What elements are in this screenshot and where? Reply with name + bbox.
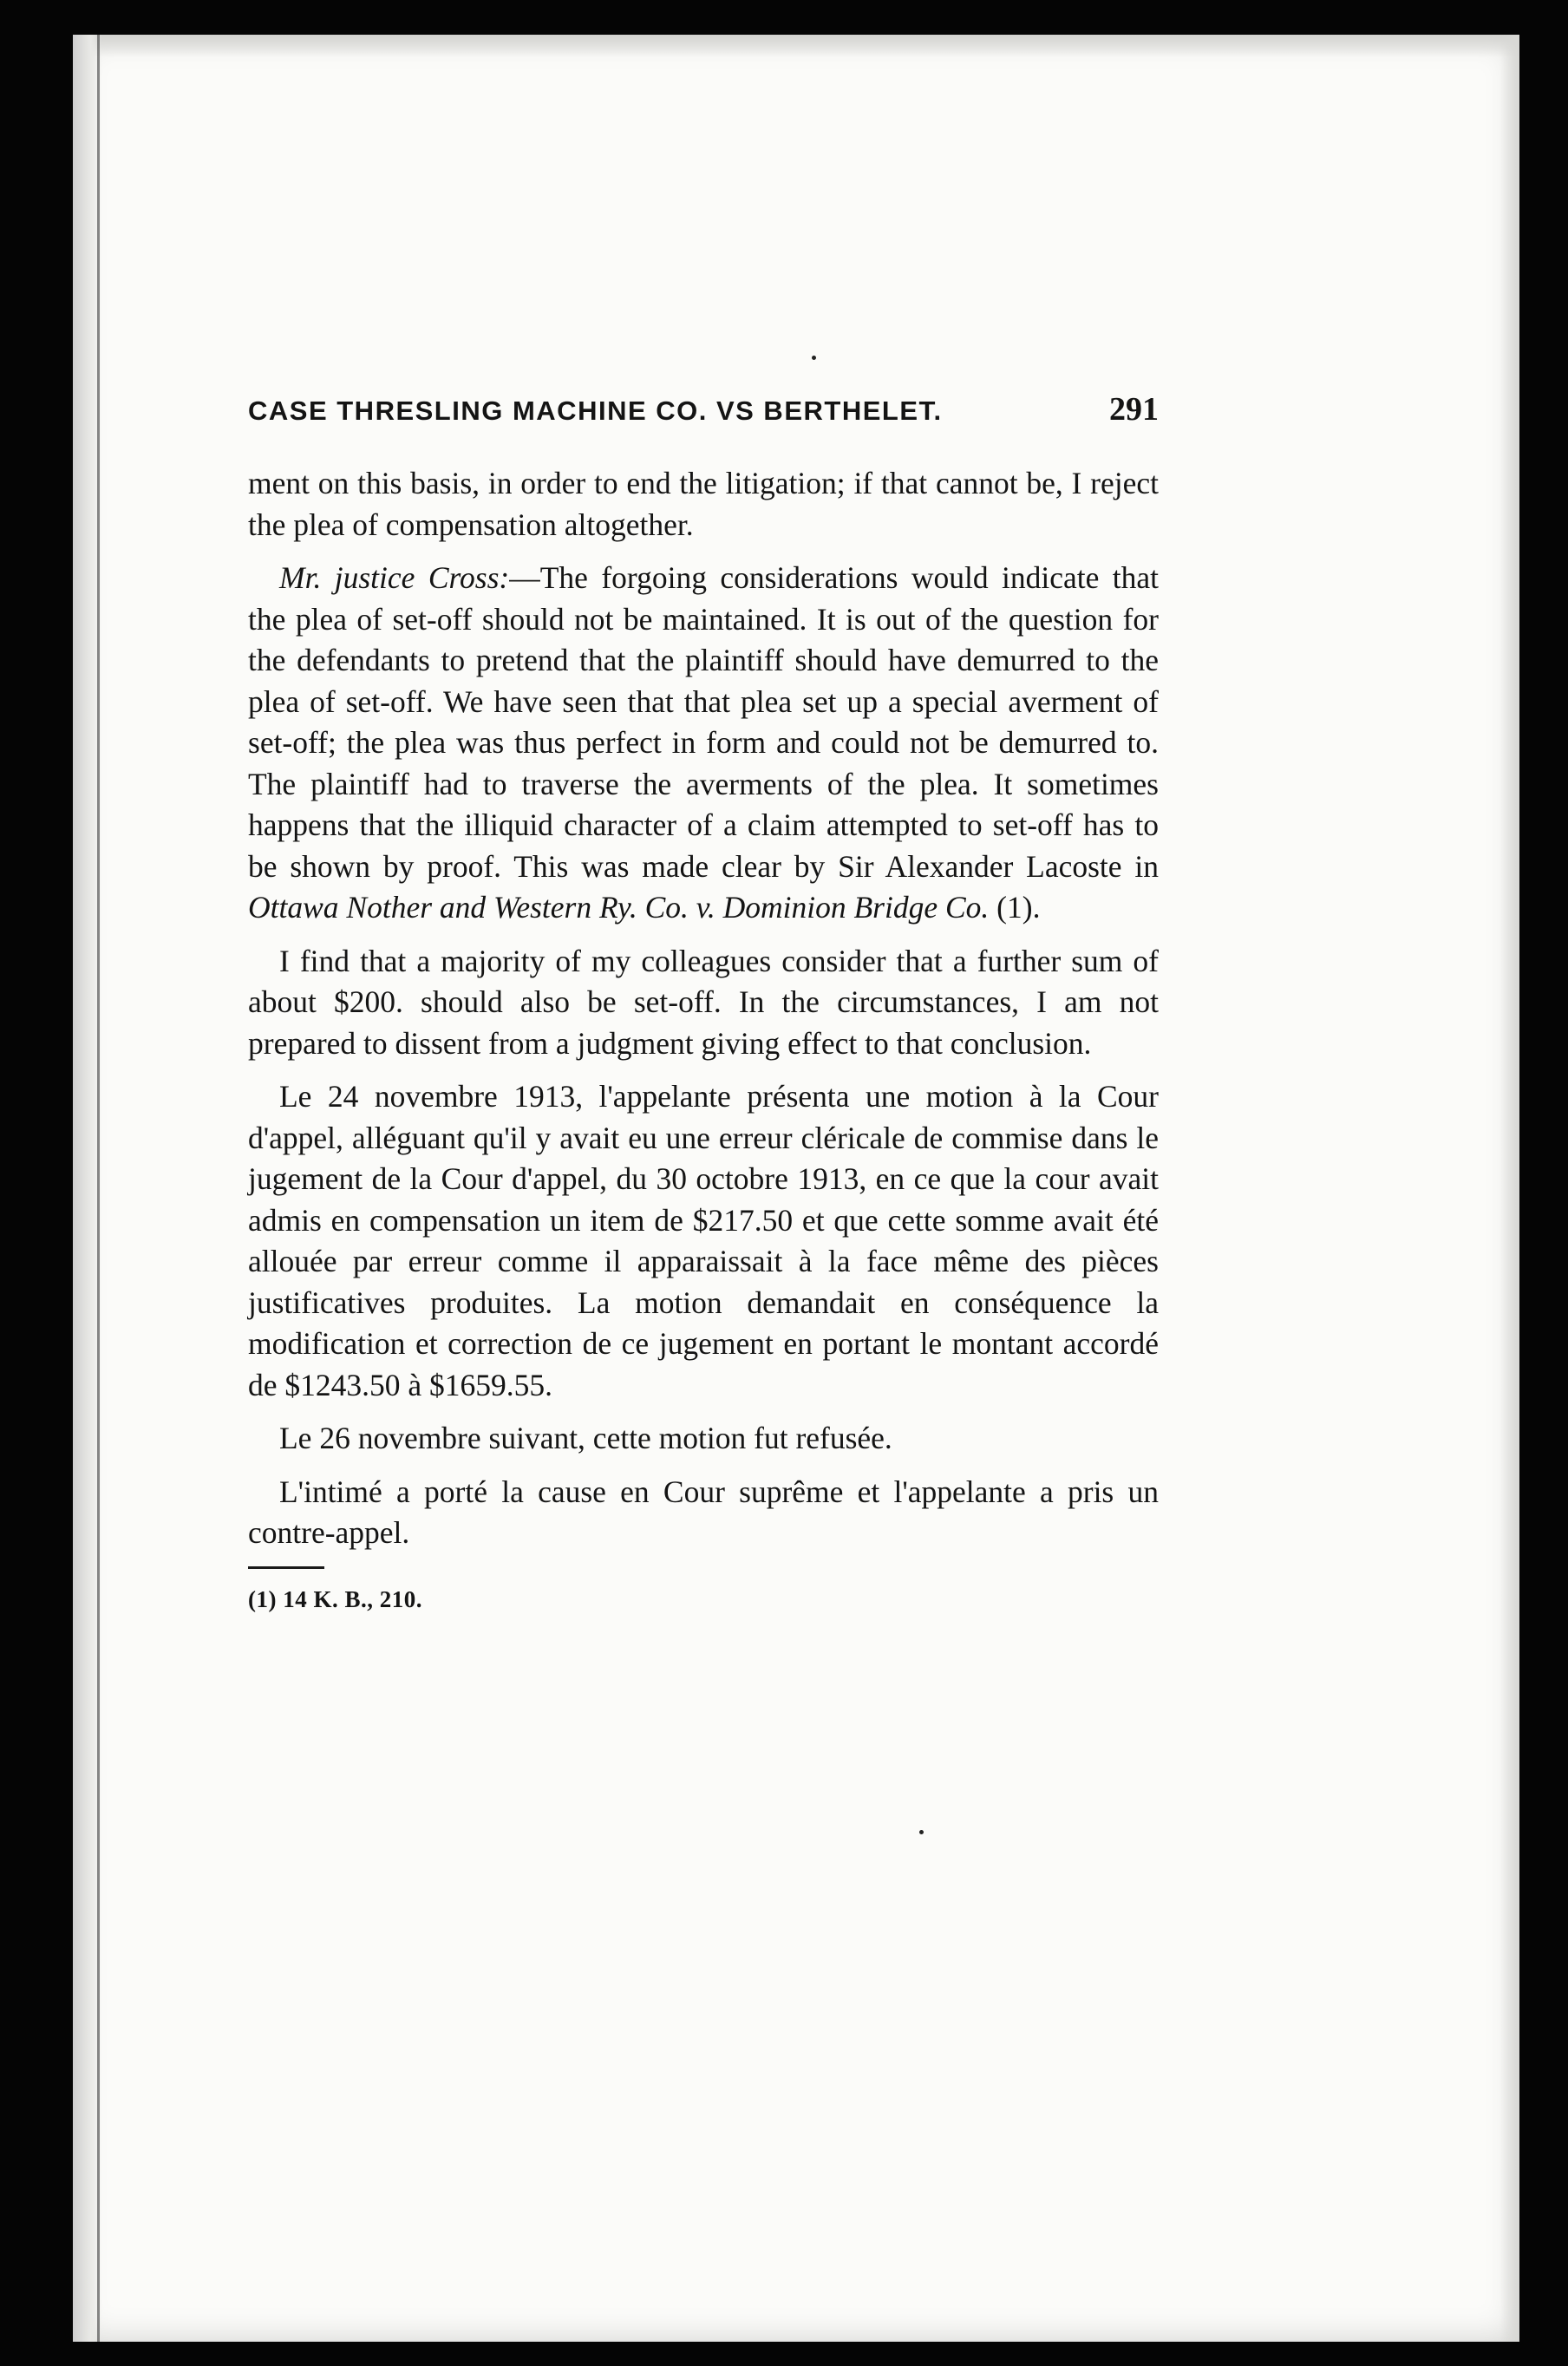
speck-mark (812, 356, 816, 360)
speaker-label: Mr. justice Cross: (279, 560, 510, 595)
speck-mark (919, 1830, 924, 1834)
footnote (248, 1585, 1159, 1614)
paragraph-1-text: ment on this basis, in order to end the litigation; if that cannot be, I reject the plea of compensation altogether. (248, 466, 1159, 542)
paragraph-2-text-after: (1). (989, 890, 1041, 925)
paragraph-6-text: L'intimé a porté la cause en Cour suprême et l'appelante a pris un contre-appel. (248, 1474, 1159, 1550)
paragraph-3-text: I find that a majority of my colleagues consider that a further sum of about $200. should also be set-off. In the circumstances, I am not prepared to dissent from a judgment giving effect to that conclusion. (248, 943, 1159, 1061)
paragraph-6 (248, 1472, 1159, 1554)
footnote-text: (1) 14 K. B., 210. (248, 1585, 422, 1612)
paragraph-3 (248, 941, 1159, 1065)
page-right-edge (1500, 35, 1519, 2342)
paragraph-4 (248, 1076, 1159, 1406)
page-number: 291 (1109, 391, 1159, 428)
paragraph-5 (248, 1418, 1159, 1460)
paragraph-4-text: Le 24 novembre 1913, l'appelante présenta une motion à la Cour d'appel, alléguant qu'il y avait eu une erreur cléricale de commise dans le jugement de la Cour d'appel, du 30 octobre 1913, en ce que la cour avait admis en compensation un item de $217.50 et que cette somme avait été allouée par erreur comme il apparaissait à la face même des pièces justificatives produites. La motion demandait en conséquence la modification et correction de ce jugement en portant le montant accordé de $1243.50 à $1659.55. (248, 1079, 1159, 1402)
paragraph-1 (248, 463, 1159, 546)
running-head (248, 390, 1159, 428)
paragraph-2-text: —The forgoing considerations would indicate that the plea of set-off should not be maintained. It is out of the question for the defendants to pretend that the plaintiff should have demurred to the plea of set-off. We have seen that that plea set up a special averment of set-off; the plea was thus perfect in form and could not be demurred to. The plaintiff had to traverse the averments of the plea. It sometimes happens that the illiquid character of a claim attempted to set-off has to be shown by proof. This was made clear by Sir Alexander Lacoste in (248, 560, 1160, 884)
page-top-shadow (73, 35, 1519, 57)
paragraph-5-text: Le 26 novembre suivant, cette motion fut refusée. (279, 1421, 892, 1455)
running-head-title: CASE THRESLING MACHINE CO. VS BERTHELET. (248, 395, 943, 426)
page-fold-line (97, 35, 100, 2342)
footnote-rule (248, 1566, 324, 1569)
page-text-block (248, 390, 1159, 1614)
case-citation: Ottawa Nother and Western Ry. Co. v. Dominion Bridge Co. (248, 890, 990, 925)
paragraph-2 (248, 558, 1159, 929)
